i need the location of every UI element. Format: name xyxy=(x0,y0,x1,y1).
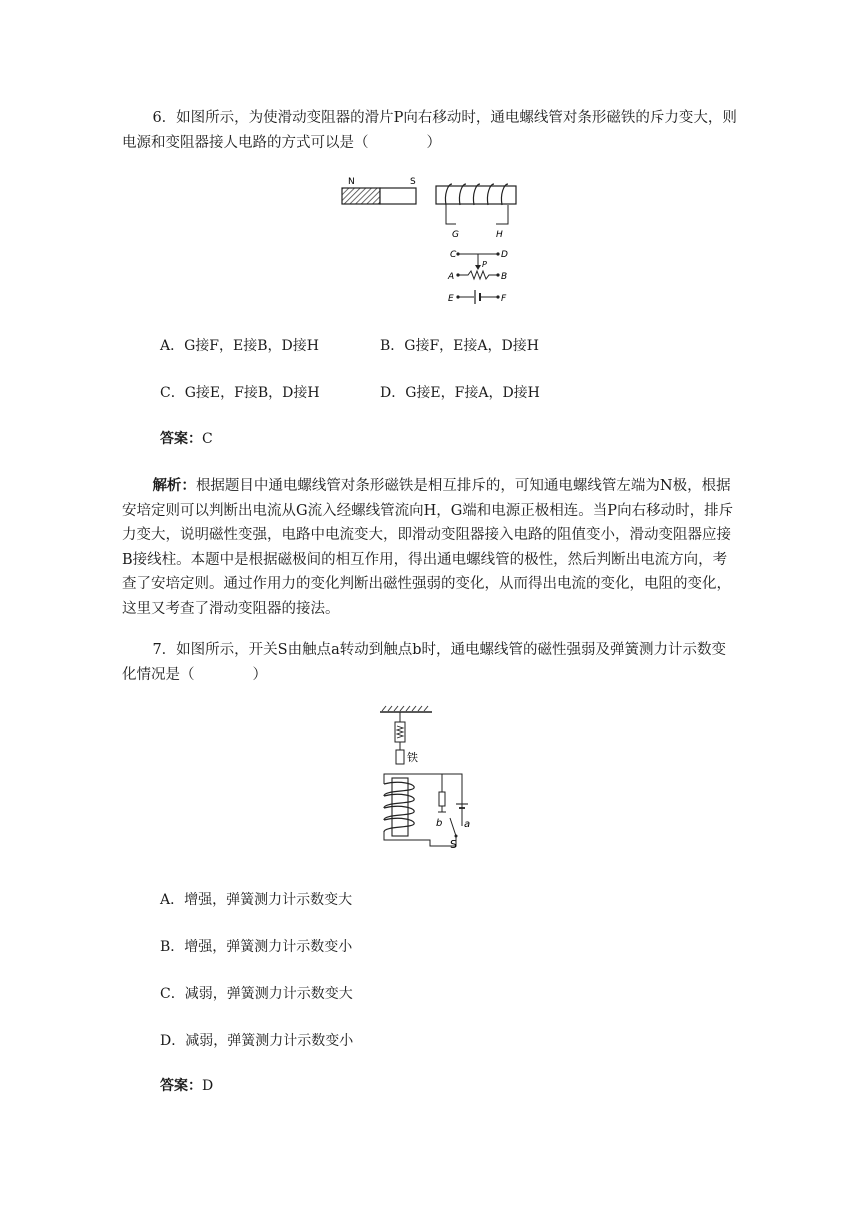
q7-stem: 7．如图所示，开关S由触点a转动到触点b时，通电螺线管的磁性强弱及弹簧测力计示数变化情况是（ ） xyxy=(122,642,727,683)
label-h: H xyxy=(496,230,503,240)
label-e: E xyxy=(448,294,454,304)
label-a: a xyxy=(464,819,470,830)
wire-g xyxy=(446,205,456,224)
label-s: S xyxy=(450,838,457,851)
resistor-b-branch xyxy=(439,792,445,806)
q7-answer-label: 答案： xyxy=(160,1078,202,1094)
q6-answer-label: 答案： xyxy=(160,431,202,447)
q7-option-b: B．增强，弹簧测力计示数变小 xyxy=(160,939,353,955)
q6-option-b: B．G接F，E接A，D接H xyxy=(380,338,539,354)
label-b: b xyxy=(436,818,443,829)
switch-s xyxy=(450,818,456,836)
q6-analysis-text: 根据题目中通电螺线管对条形磁铁是相互排斥的，可知通电螺线管左端为N极，根据安培定则可以判断出电流从G流入经螺线管流向H，G端和电源正极相连。当P向右移动时，排斥力变大，说明磁性变强，电路中电流变大，即滑动变阻器接入电路的阻值变小，滑动变阻器应接B接线柱。本题中是根据磁极间的相互作用，得出通电螺线管的极性，然后判断出电流方向，考查了安培定则。通过作用力的变化判断出磁性强弱的变化，从而得出电流的变化，电阻的变化，这里又考查了滑动变阻器的接法。 xyxy=(122,478,734,617)
q7-option-c: C．减弱，弹簧测力计示数变大 xyxy=(160,986,353,1002)
bar-magnet-north-half xyxy=(342,188,380,204)
q7-option-d: D．减弱，弹簧测力计示数变小 xyxy=(160,1033,354,1049)
q6-stem: 6．如图所示，为使滑动变阻器的滑片P向右移动时，通电螺线管对条形磁铁的斥力变大，则电源和变阻器接人电路的方式可以是（ ） xyxy=(122,110,737,151)
q6-option-a: A．G接F，E接B，D接H xyxy=(160,338,319,354)
q7-answer-value: D xyxy=(202,1078,214,1094)
label-iron: 铁 xyxy=(407,751,418,764)
label-p: P xyxy=(482,260,487,269)
label-b: B xyxy=(501,272,508,282)
label-d: D xyxy=(501,250,508,260)
wire-h xyxy=(496,205,508,224)
q6-answer-value: C xyxy=(202,431,213,447)
q6-analysis-label: 解析： xyxy=(152,477,196,494)
label-g: G xyxy=(452,230,459,240)
label-c: C xyxy=(450,250,457,260)
q6-option-c: C．G接E，F接B，D接H xyxy=(160,385,320,401)
resistor xyxy=(458,271,498,279)
bar-magnet-south-half xyxy=(380,188,416,204)
label-n: N xyxy=(348,177,355,187)
q6-solenoid-circuit-figure xyxy=(336,172,536,308)
label-a: A xyxy=(448,272,455,282)
q6-answer xyxy=(160,429,213,449)
q7-option-a: A．增强，弹簧测力计示数变大 xyxy=(160,892,353,908)
iron-block xyxy=(396,750,404,764)
q6-option-d: D．G接E，F接A，D接H xyxy=(380,385,540,401)
label-f: F xyxy=(501,294,507,304)
q6-analysis xyxy=(122,474,738,621)
q7-spring-solenoid-figure xyxy=(370,704,470,852)
q7-answer xyxy=(160,1076,213,1096)
label-s: S xyxy=(410,177,416,187)
